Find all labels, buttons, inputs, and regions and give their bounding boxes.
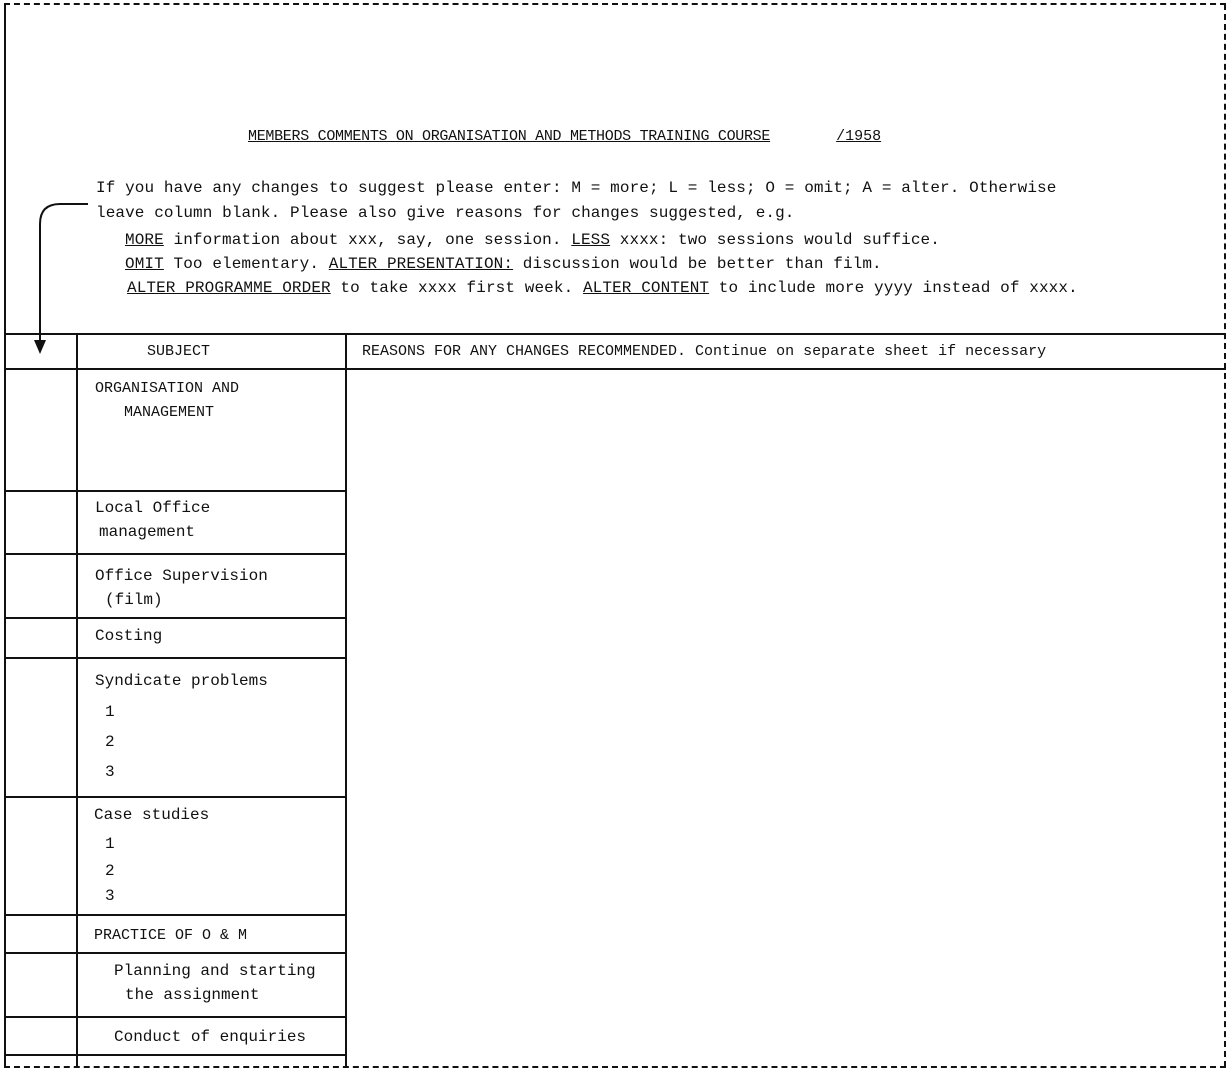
subject-case-studies bbox=[94, 803, 209, 907]
instructions-line-1: If you have any changes to suggest please enter: M = more; L = less; O = omit; A = alter. Otherwise bbox=[96, 179, 1057, 197]
subject-line: Planning and starting bbox=[114, 962, 316, 980]
row-divider bbox=[4, 952, 347, 954]
instructions-line-2: leave column blank. Please also give reasons for changes suggested, e.g. bbox=[96, 204, 795, 222]
example-alter-presentation-label: ALTER PRESENTATION: bbox=[328, 255, 514, 273]
example-alter-content-label: ALTER CONTENT bbox=[582, 279, 710, 297]
row-divider bbox=[4, 617, 347, 619]
subject-line: Syndicate problems bbox=[95, 672, 268, 690]
row-divider bbox=[4, 490, 347, 492]
subject-conduct-enquiries bbox=[114, 1025, 306, 1049]
subject-line: Conduct of enquiries bbox=[114, 1028, 307, 1046]
subject-item-number: 2 bbox=[105, 862, 115, 880]
mark-column-rule bbox=[76, 333, 78, 1068]
page-top-perforation bbox=[4, 3, 1226, 5]
row-divider bbox=[4, 1016, 347, 1018]
row-divider bbox=[4, 914, 347, 916]
table-top-rule bbox=[4, 333, 1226, 335]
subject-line: MANAGEMENT bbox=[124, 404, 215, 421]
page-bottom-perforation bbox=[4, 1066, 1226, 1068]
subject-costing bbox=[95, 624, 162, 648]
example-alter-presentation-text: discussion would be better than film. bbox=[513, 255, 882, 273]
example-omit-alter bbox=[125, 255, 882, 273]
form-year: /1958 bbox=[836, 128, 882, 145]
example-more-label: MORE bbox=[125, 231, 164, 249]
subject-item-number: 1 bbox=[105, 835, 115, 853]
subject-column-rule bbox=[345, 333, 347, 1068]
header-reasons: REASONS FOR ANY CHANGES RECOMMENDED. Continue on separate sheet if necessary bbox=[362, 343, 1047, 360]
example-omit-label: OMIT bbox=[125, 255, 164, 273]
subject-line: (film) bbox=[105, 591, 163, 609]
example-alter-order-label: ALTER PROGRAMME ORDER bbox=[127, 279, 331, 297]
example-alter-order-content bbox=[127, 279, 1078, 297]
subject-line: management bbox=[99, 523, 196, 541]
page-right-perforation bbox=[1224, 4, 1226, 1067]
subject-line: ORGANISATION AND bbox=[95, 380, 240, 397]
page-left-edge bbox=[4, 4, 6, 1067]
example-less-text: xxxx: two sessions would suffice. bbox=[610, 231, 940, 249]
subject-syndicate-problems bbox=[95, 669, 268, 787]
form-title bbox=[248, 128, 881, 145]
table-header-rule bbox=[4, 368, 1226, 370]
row-divider bbox=[4, 1054, 347, 1056]
subject-line: Office Supervision bbox=[95, 567, 268, 585]
example-alter-order-text: to take xxxx first week. bbox=[330, 279, 583, 297]
subject-item-number: 3 bbox=[105, 763, 115, 781]
subject-organisation-management bbox=[95, 377, 239, 425]
example-more-less bbox=[125, 231, 940, 249]
subject-line: Case studies bbox=[94, 806, 210, 824]
example-alter-content-text: to include more yyyy instead of xxxx. bbox=[709, 279, 1078, 297]
header-subject: SUBJECT bbox=[147, 343, 211, 360]
subject-office-supervision bbox=[95, 564, 268, 612]
row-divider bbox=[4, 657, 347, 659]
subject-practice-of-om bbox=[94, 924, 247, 948]
subject-item-number: 3 bbox=[105, 887, 115, 905]
example-less-label: LESS bbox=[571, 231, 611, 249]
row-divider bbox=[4, 553, 347, 555]
subject-item-number: 1 bbox=[105, 703, 115, 721]
example-omit-text: Too elementary. bbox=[163, 255, 329, 273]
subject-local-office bbox=[95, 496, 210, 544]
subject-line: Costing bbox=[95, 627, 163, 645]
subject-item-number: 2 bbox=[105, 733, 115, 751]
form-title-text: MEMBERS COMMENTS ON ORGANISATION AND METHODS TRAINING COURSE bbox=[248, 128, 771, 145]
subject-line: PRACTICE OF O & M bbox=[94, 927, 248, 944]
row-divider bbox=[4, 796, 347, 798]
subject-line: Local Office bbox=[95, 499, 211, 517]
subject-planning-assignment bbox=[114, 959, 316, 1007]
example-more-text: information about xxx, say, one session. bbox=[163, 231, 572, 249]
subject-line: the assignment bbox=[125, 986, 260, 1004]
